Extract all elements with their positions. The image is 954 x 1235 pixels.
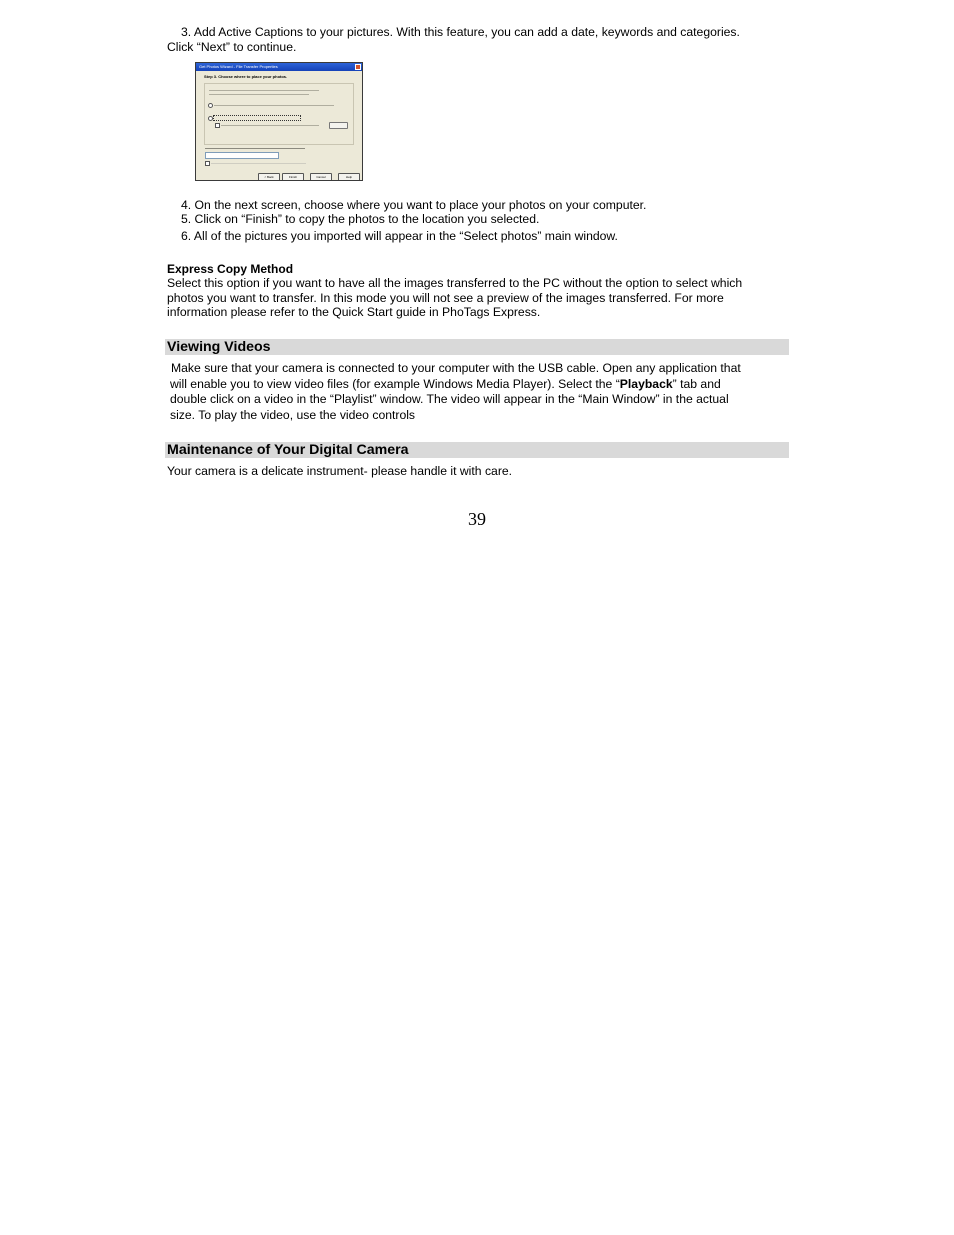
step-3-continuation: Click “Next” to continue.: [167, 40, 297, 54]
page-number: 39: [468, 509, 486, 529]
viewing-videos-heading: Viewing Videos: [167, 339, 271, 355]
cancel-button: Cancel: [310, 173, 332, 181]
viewing-videos-heading-bar: [165, 339, 789, 355]
finish-button: Finish: [282, 173, 304, 181]
express-copy-line: photos you want to transfer. In this mode you will not see a preview of the images transferred. For more: [167, 291, 724, 305]
step-6-text: 6. All of the pictures you imported will appear in the “Select photos” main window.: [181, 229, 618, 243]
radio-icon: [208, 103, 213, 108]
name-field: [205, 152, 279, 159]
browse-button: [329, 122, 348, 129]
viewing-videos-text-part: ” tab and: [672, 377, 721, 391]
viewing-videos-text: [170, 377, 721, 392]
step-4-text: 4. On the next screen, choose where you want to place your photos on your computer.: [181, 198, 647, 212]
viewing-videos-text: Make sure that your camera is connected to your computer with the USB cable. Open any application that: [171, 361, 741, 375]
close-icon: [355, 64, 361, 70]
viewing-videos-text: double click on a video in the “Playlist” window. The video will appear in the “Main Window” in the actual: [170, 392, 729, 406]
maintenance-heading: Maintenance of Your Digital Camera: [167, 442, 409, 458]
wizard-title: Get Photos Wizard - File Transfer Properties: [199, 64, 278, 69]
selected-option: [213, 115, 301, 121]
wizard-options-panel: [204, 83, 354, 145]
express-copy-line: information please refer to the Quick Start guide in PhoTags Express.: [167, 305, 541, 319]
maintenance-text: Your camera is a delicate instrument- please handle it with care.: [167, 464, 513, 478]
step-3-text: 3. Add Active Captions to your pictures. With this feature, you can add a date, keywords and categories.: [181, 25, 740, 39]
help-button: Help: [338, 173, 360, 181]
maintenance-heading-bar: [165, 442, 789, 458]
express-copy-line: Select this option if you want to have all the images transferred to the PC without the option to select which: [167, 276, 743, 290]
wizard-step-label: Step 3. Choose where to place your photos.: [204, 74, 288, 79]
express-copy-heading: Express Copy Method: [167, 262, 294, 276]
viewing-videos-text-part: will enable you to view video files (for example Windows Media Player). Select the “: [170, 377, 620, 391]
viewing-videos-text: size. To play the video, use the video controls: [170, 408, 416, 422]
step-5-text: 5. Click on “Finish” to copy the photos to the location you selected.: [181, 212, 540, 226]
wizard-screenshot: [195, 62, 363, 181]
playback-label: Playback: [619, 377, 673, 391]
checkbox-icon: [205, 161, 210, 166]
checkbox-icon: [215, 123, 220, 128]
wizard-titlebar: [196, 63, 362, 71]
back-button: < Back: [258, 173, 280, 181]
